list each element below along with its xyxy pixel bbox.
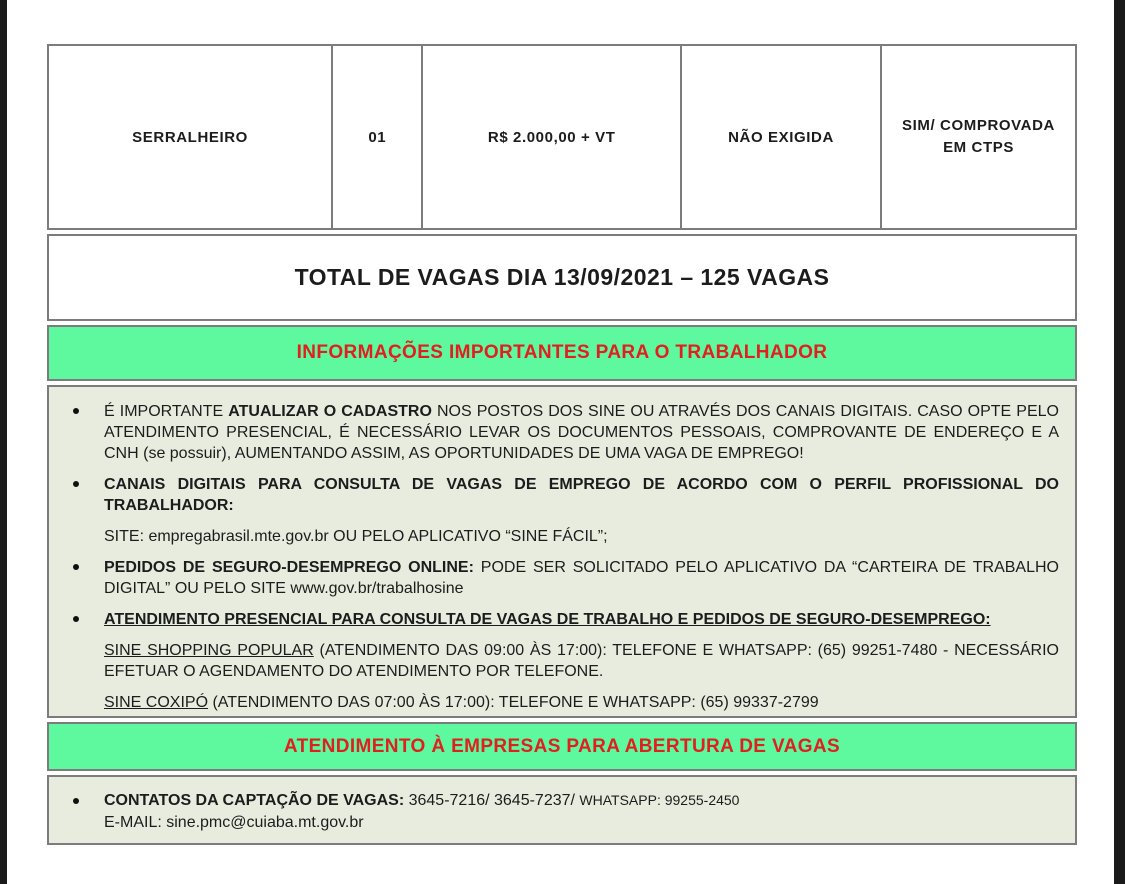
text-segment-bold-underline: ATENDIMENTO PRESENCIAL PARA CONSULTA DE VAGAS DE TRABALHO E PEDIDOS DE SEGURO-DESEMPREGO: bbox=[104, 611, 991, 628]
worker-info-header-title: INFORMAÇÕES IMPORTANTES PARA O TRABALHADOR bbox=[296, 342, 828, 363]
bullet-update-registration-text bbox=[104, 401, 1061, 464]
company-service-header-title: ATENDIMENTO À EMPRESAS PARA ABERTURA DE VAGAS bbox=[283, 735, 841, 757]
bullet-digital-channels-text bbox=[104, 474, 1061, 516]
text-segment-bold: PEDIDOS DE SEGURO-DESEMPREGO ONLINE: bbox=[104, 559, 474, 576]
text-segment-bold: ATUALIZAR O CADASTRO bbox=[228, 403, 432, 420]
contacts-section bbox=[47, 775, 1077, 845]
text-segment: É IMPORTANTE bbox=[104, 403, 229, 420]
text-segment: (ATENDIMENTO DAS 09:00 ÀS 17:00): TELEFONE E WHATSAPP: (65) 99251-7480 - NECESSÁRIO EFETUAR O AGENDAMENTO DO ATENDIMENTO POR TELEFONE. bbox=[104, 642, 1059, 680]
site-line bbox=[104, 526, 1059, 547]
document-body bbox=[47, 44, 1077, 849]
contacts-line-email bbox=[104, 812, 1059, 834]
contacts-phone-numbers: 3645-7216/ 3645-7237/ bbox=[404, 792, 580, 809]
sine-shopping-popular-name: SINE SHOPPING POPULAR bbox=[104, 642, 314, 659]
bullet-unemployment-insurance bbox=[69, 557, 1061, 599]
sine-coxipo-name: SINE COXIPÓ bbox=[104, 694, 209, 711]
vacancy-table-row bbox=[47, 44, 1077, 230]
contacts-line-phones bbox=[104, 789, 1059, 812]
contacts-label: CONTATOS DA CAPTAÇÃO DE VAGAS: bbox=[104, 792, 405, 809]
bullet-update-registration bbox=[69, 401, 1061, 464]
page-frame-right bbox=[1114, 0, 1125, 884]
text-segment: PODE SER SOLICITADO PELO APLICATIVO DA “CARTEIRA DE TRABALHO DIGITAL” OU PELO SITE www.gov.br/trabalhosine bbox=[104, 559, 1059, 597]
company-service-header-band bbox=[47, 722, 1077, 771]
site-line-text: SITE: empregabrasil.mte.gov.br OU PELO APLICATIVO “SINE FÁCIL”; bbox=[104, 528, 608, 545]
bullet-dot-icon bbox=[69, 474, 104, 516]
bullet-in-person-service-text bbox=[104, 609, 1061, 630]
bullet-dot-icon bbox=[69, 557, 104, 599]
bullet-in-person-service bbox=[69, 609, 1061, 630]
sine-shopping-popular-line bbox=[104, 640, 1059, 682]
vacancy-cell-requirement: NÃO EXIGIDA bbox=[680, 46, 880, 228]
bullet-digital-channels bbox=[69, 474, 1061, 516]
vacancy-cell-quantity: 01 bbox=[331, 46, 421, 228]
vacancy-cell-salary: R$ 2.000,00 + VT bbox=[421, 46, 680, 228]
text-segment: NOS POSTOS DOS SINE OU ATRAVÉS DOS CANAIS DIGITAIS. CASO OPTE PELO ATENDIMENTO PRESENCIAL, É NECESSÁRIO LEVAR OS DOCUMENTOS PESSOAIS, COMPROVANTE DE ENDEREÇO E A CNH (se possuir), AUMENTANDO ASSIM, AS OPORTUNIDADES DE UMA VAGA DE EMPREGO! bbox=[104, 403, 1059, 462]
worker-info-header-band bbox=[47, 325, 1077, 381]
bullet-dot-icon bbox=[69, 401, 104, 464]
text-segment: (ATENDIMENTO DAS 07:00 ÀS 17:00): TELEFONE E WHATSAPP: (65) 99337-2799 bbox=[208, 694, 819, 711]
total-vacancies-row bbox=[47, 234, 1077, 321]
vacancy-cell-experience: SIM/ COMPROVADA EM CTPS bbox=[880, 46, 1075, 228]
bullet-unemployment-insurance-text bbox=[104, 557, 1061, 599]
bullet-dot-icon bbox=[69, 789, 104, 834]
bullet-dot-icon bbox=[69, 609, 104, 630]
text-segment-bold: CANAIS DIGITAIS PARA CONSULTA DE VAGAS DE EMPREGO DE ACORDO COM O PERFIL PROFISSIONAL DO TRABALHADOR: bbox=[104, 476, 1059, 514]
page-frame-left bbox=[0, 0, 7, 884]
bullet-contacts bbox=[69, 789, 1061, 834]
sine-coxipo-line bbox=[104, 692, 1059, 713]
contacts-text bbox=[104, 789, 1061, 834]
vacancy-cell-occupation: SERRALHEIRO bbox=[132, 128, 248, 146]
contacts-whatsapp: WHATSAPP: 99255-2450 bbox=[579, 792, 740, 808]
total-vacancies-text: TOTAL DE VAGAS DIA 13/09/2021 – 125 VAGAS bbox=[294, 264, 830, 290]
worker-info-section bbox=[47, 385, 1077, 718]
contacts-email: E-MAIL: sine.pmc@cuiaba.mt.gov.br bbox=[104, 814, 364, 831]
